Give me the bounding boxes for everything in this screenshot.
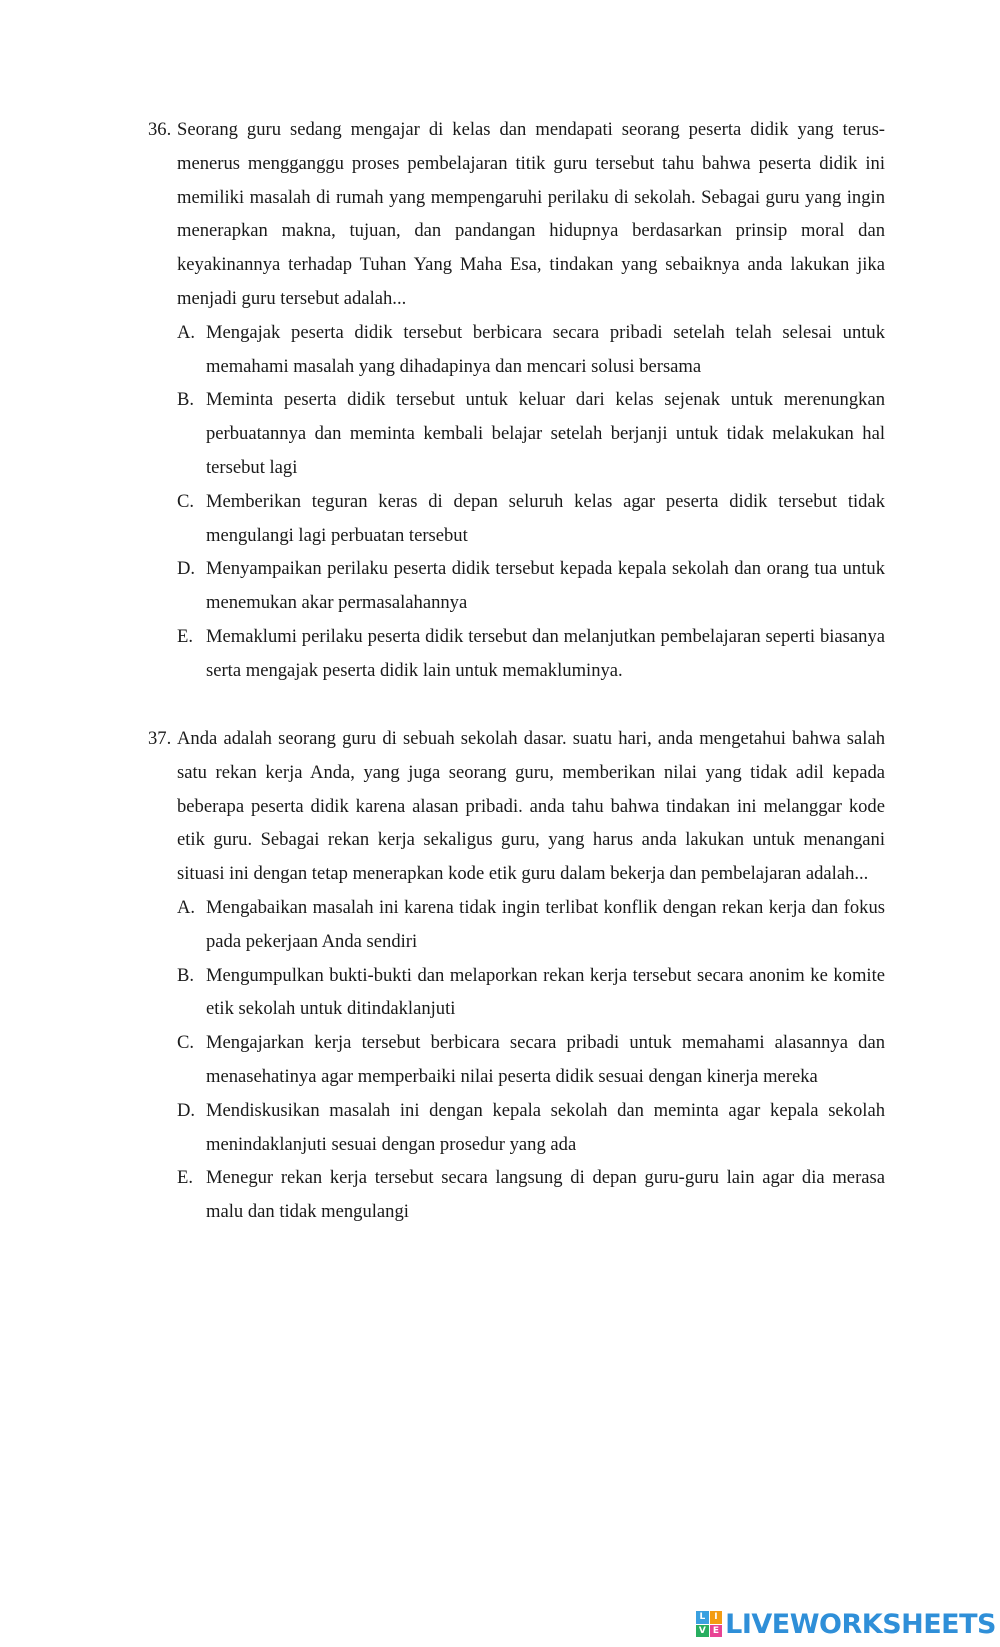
liveworksheets-logo-text: LIVEWORKSHEETS xyxy=(725,1608,996,1640)
logo-tile-v: V xyxy=(696,1625,709,1638)
option-letter: C. xyxy=(177,1032,195,1054)
option-text: Menegur rekan kerja tersebut secara langsung di depan guru-guru lain agar dia merasa malu dan tidak mengulangi xyxy=(206,1167,885,1223)
question-number: 36. xyxy=(148,119,172,140)
option-text: Mengumpulkan bukti-bukti dan melaporkan rekan kerja tersebut secara anonim ke komite etik sekolah untuk ditindaklanjuti xyxy=(206,964,885,1020)
option-letter: B. xyxy=(177,389,195,411)
logo-tile-l: L xyxy=(696,1611,709,1624)
option-letter: A. xyxy=(177,321,196,343)
logo-tile-e: E xyxy=(710,1625,723,1638)
option-list xyxy=(148,891,885,1229)
option-b[interactable] xyxy=(148,959,885,1027)
option-a[interactable] xyxy=(148,316,885,384)
logo-tile-i: I xyxy=(710,1611,723,1624)
option-c[interactable] xyxy=(148,485,885,553)
option-letter: E. xyxy=(177,625,194,647)
option-d[interactable] xyxy=(148,552,885,620)
option-list xyxy=(148,316,885,688)
option-text: Mengabaikan masalah ini karena tidak ingin terlibat konflik dengan rekan kerja dan fokus pada pekerjaan Anda sendiri xyxy=(206,896,885,952)
option-letter: A. xyxy=(177,896,196,918)
option-d[interactable] xyxy=(148,1094,885,1162)
option-c[interactable] xyxy=(148,1026,885,1094)
question-stem xyxy=(148,113,885,316)
option-text: Mengajarkan kerja tersebut berbicara secara pribadi untuk memahami alasannya dan menasehatinya agar memperbaiki nilai peserta didik sesuai dengan kinerja mereka xyxy=(206,1032,885,1087)
question-text: Seorang guru sedang mengajar di kelas dan mendapati seorang peserta didik yang terus-menerus mengganggu proses pembelajaran titik guru tersebut tahu bahwa peserta didik ini memiliki masalah di rumah yang mempengaruhi perilaku di sekolah. Sebagai guru yang ingin menerapkan makna, tujuan, dan pandangan hidupnya berdasarkan prinsip moral dan keyakinannya terhadap Tuhan Yang Maha Esa, tindakan yang sebaiknya anda lakukan jika menjadi guru tersebut adalah... xyxy=(177,119,885,309)
liveworksheets-logo xyxy=(696,1607,996,1641)
question-number: 37. xyxy=(148,728,172,749)
option-letter: D. xyxy=(177,1099,196,1121)
option-letter: C. xyxy=(177,490,195,512)
option-text: Memberikan teguran keras di depan seluruh kelas agar peserta didik tersebut tidak mengulangi lagi perbuatan tersebut xyxy=(206,490,885,546)
option-text: Mendiskusikan masalah ini dengan kepala sekolah dan meminta agar kepala sekolah menindaklanjuti sesuai dengan prosedur yang ada xyxy=(206,1099,885,1155)
option-e[interactable] xyxy=(148,620,885,688)
question-text: Anda adalah seorang guru di sebuah sekolah dasar. suatu hari, anda mengetahui bahwa salah satu rekan kerja Anda, yang juga seorang guru, memberikan nilai yang tidak adil kepada beberapa peserta didik karena alasan pribadi. anda tahu bahwa tindakan ini melanggar kode etik guru. Sebagai rekan kerja sekaligus guru, yang harus anda lakukan untuk menangani situasi ini dengan tetap menerapkan kode etik guru dalam bekerja dan pembelajaran adalah... xyxy=(177,728,885,885)
question-37 xyxy=(148,722,885,1229)
option-letter: D. xyxy=(177,558,196,580)
question-stem xyxy=(148,722,885,891)
option-letter: B. xyxy=(177,964,195,986)
option-letter: E. xyxy=(177,1167,194,1189)
option-text: Mengajak peserta didik tersebut berbicara secara pribadi setelah telah selesai untuk memahami masalah yang dihadapinya dan mencari solusi bersama xyxy=(206,321,885,377)
option-b[interactable] xyxy=(148,383,885,484)
option-text: Menyampaikan perilaku peserta didik tersebut kepada kepala sekolah dan orang tua untuk menemukan akar permasalahannya xyxy=(206,558,885,614)
question-36 xyxy=(148,113,885,688)
option-text: Memaklumi perilaku peserta didik tersebut dan melanjutkan pembelajaran seperti biasanya serta mengajak peserta didik lain untuk memakluminya. xyxy=(206,625,885,681)
option-text: Meminta peserta didik tersebut untuk keluar dari kelas sejenak untuk merenungkan perbuatannya dan meminta kembali belajar setelah berjanji untuk tidak melakukan hal tersebut lagi xyxy=(206,389,885,478)
liveworksheets-logo-icon xyxy=(696,1611,722,1637)
option-a[interactable] xyxy=(148,891,885,959)
option-e[interactable] xyxy=(148,1161,885,1229)
